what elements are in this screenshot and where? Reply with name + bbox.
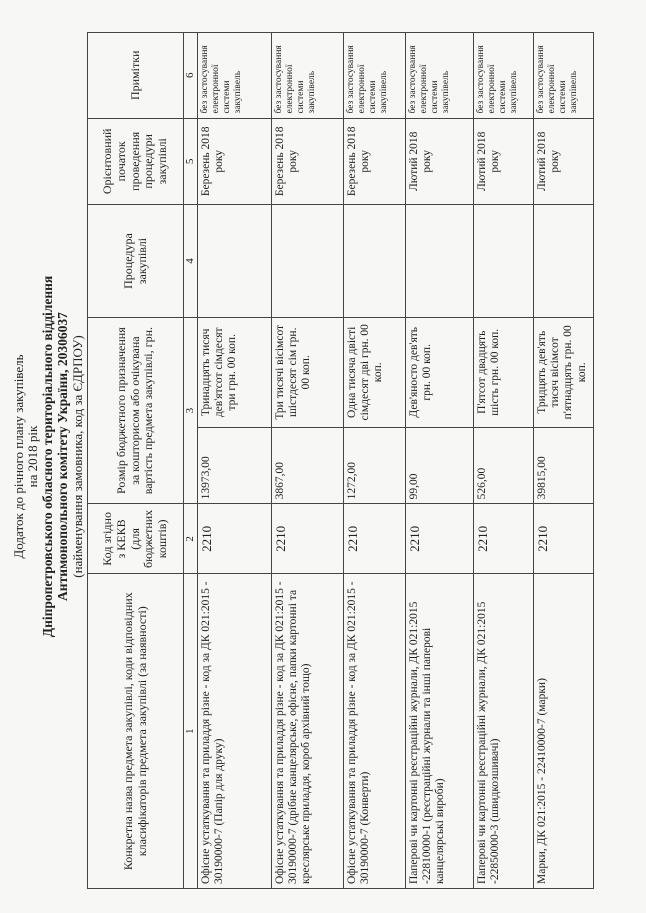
column-number: 4 — [184, 205, 198, 318]
note: без застосування електронної системи закупівель — [272, 33, 344, 119]
item-name: Офісне устаткування та приладдя різне - код за ДК 021:2015 - 30190000-7 (дрібне канцелярське, офісне, папки картонні та креслярське приладдя, короб архівний тощо) — [272, 574, 344, 889]
note: без застосування електронної системи закупівель — [344, 33, 406, 119]
header-committee: Антимонопольного комітету України, 20306037 — [55, 312, 70, 601]
amount-words: Три тисячі вісімсот шістдесят сім грн. 00 коп. — [272, 317, 344, 427]
procedure — [534, 205, 594, 318]
table-row — [406, 33, 474, 889]
item-name: Паперові чи картонні реєстраційні журнали, ДК 021:2015 -22850000-3 (швидкозшивачі) — [474, 574, 534, 889]
column-number: 1 — [184, 574, 198, 889]
column-header-kekv: Код згідно з КЕКВ (для бюджетних коштів) — [88, 504, 184, 574]
amount: 3867,00 — [272, 427, 344, 504]
kekv-code: 2210 — [272, 504, 344, 574]
column-header-start: Орієнтовний початок проведення процедури закупівлі — [88, 118, 184, 205]
procedure — [272, 205, 344, 318]
column-numbers-row — [184, 33, 198, 889]
start-date: Березень 2018 року — [272, 118, 344, 205]
kekv-code: 2210 — [406, 504, 474, 574]
start-date: Лютий 2018 року — [406, 118, 474, 205]
amount-words: Одна тисяча двісті сімдесят дві грн. 00 коп. — [344, 317, 406, 427]
table-row — [474, 33, 534, 889]
column-header-name: Конкретна назва предмета закупівлі, коди відповідних класифікаторів предмета закупівлі (за наявності) — [88, 574, 184, 889]
procurement-table — [87, 32, 594, 889]
amount-words: П'ятсот двадцять шість грн. 00 коп. — [474, 317, 534, 427]
table-row — [272, 33, 344, 889]
header-caption: (найменування замовника, код за ЄДРПОУ) — [70, 335, 85, 578]
procedure — [406, 205, 474, 318]
start-date: Березень 2018 року — [344, 118, 406, 205]
kekv-code: 2210 — [474, 504, 534, 574]
amount-words: Тринадцять тисяч дев'ятсот сімдесят три грн. 00 коп. — [198, 317, 272, 427]
note: без застосування електронної системи закупівель — [534, 33, 594, 119]
start-date: Березень 2018 року — [198, 118, 272, 205]
header-organization: Дніпропетровського обласного територіального відділення — [40, 275, 55, 638]
amount: 526,00 — [474, 427, 534, 504]
item-name: Паперові чи картонні реєстраційні журнали, ДК 021:2015 -22810000-1 (реєстраційні журнали та інші паперові канцелярські вироби) — [406, 574, 474, 889]
kekv-code: 2210 — [534, 504, 594, 574]
amount-words: Дев'яносто дев'ять грн. 00 коп. — [406, 317, 474, 427]
item-name: Офісне устаткування та приладдя різне - код за ДК 021:2015 - 30190000-7 (Папір для друку) — [198, 574, 272, 889]
column-number: 2 — [184, 504, 198, 574]
item-name: Офісне устаткування та приладдя різне - код за ДК 021:2015 - 30190000-7 (Конверти) — [344, 574, 406, 889]
amount-words: Тридцять дев'ять тисяч вісімсот п'ятнадцять грн. 00 коп. — [534, 317, 594, 427]
procedure — [198, 205, 272, 318]
table-row — [198, 33, 272, 889]
amount: 13973,00 — [198, 427, 272, 504]
header-line-1: Додаток до річного плану закупівель — [11, 354, 26, 559]
note: без застосування електронної системи закупівель — [198, 33, 272, 119]
item-name: Марки, ДК 021:2015 - 22410000-7 (марки) — [534, 574, 594, 889]
column-number: 3 — [184, 317, 198, 503]
amount: 39815,00 — [534, 427, 594, 504]
kekv-code: 2210 — [344, 504, 406, 574]
amount: 1272,00 — [344, 427, 406, 504]
column-number: 6 — [184, 33, 198, 119]
column-header-procedure: Процедура закупівлі — [88, 205, 184, 318]
start-date: Лютий 2018 року — [474, 118, 534, 205]
kekv-code: 2210 — [198, 504, 272, 574]
note: без застосування електронної системи закупівель — [474, 33, 534, 119]
column-header-amount: Розмір бюджетного призначення за кошторисом або очікувана вартість предмета закупівлі, грн. — [88, 317, 184, 503]
table-row — [344, 33, 406, 889]
column-header-notes: Примітки — [88, 33, 184, 119]
procedure — [344, 205, 406, 318]
amount: 99,00 — [406, 427, 474, 504]
note: без застосування електронної системи закупівель — [406, 33, 474, 119]
column-number: 5 — [184, 118, 198, 205]
table-row — [534, 33, 594, 889]
procedure — [474, 205, 534, 318]
header-line-2: на 2018 рік — [25, 425, 40, 488]
start-date: Лютий 2018 року — [534, 118, 594, 205]
table-header-row — [88, 33, 184, 889]
